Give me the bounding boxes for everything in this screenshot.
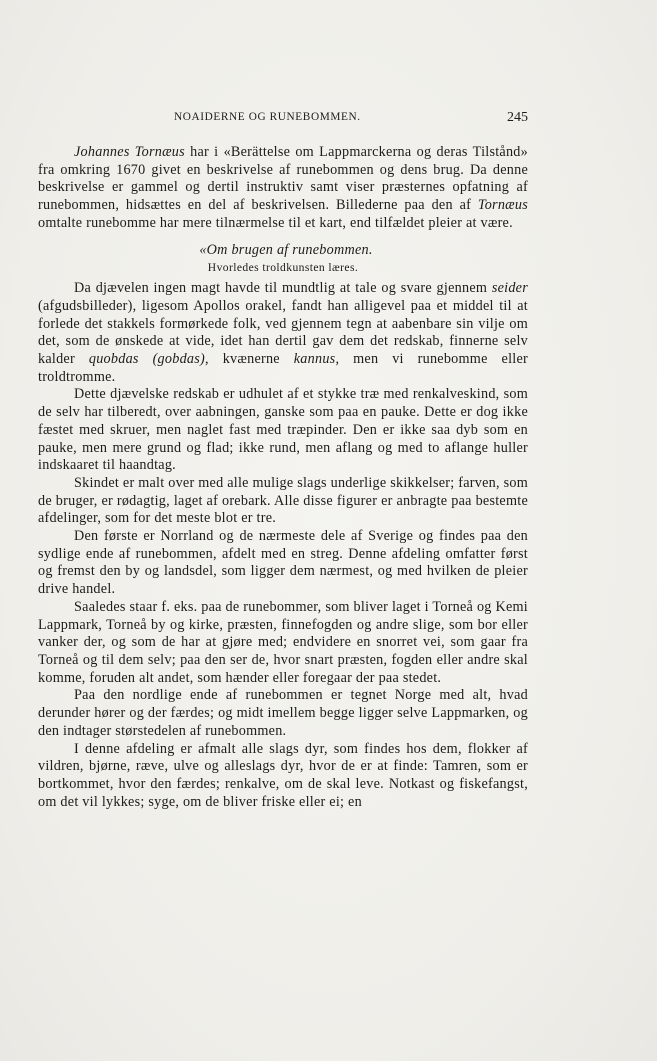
paragraph-text: , men vi runebomme eller troldtromme. bbox=[38, 351, 528, 385]
paragraph bbox=[38, 280, 528, 386]
section-heading-text: Om brugen af runebommen. bbox=[206, 241, 373, 258]
term-quobdas: quobdas (gobdas) bbox=[88, 351, 206, 368]
section-subheading: Hvorledes troldkunsten læres. bbox=[207, 261, 359, 275]
paragraph: Skindet er malt over med alle mulige slags underlige skikkelser; farven, som de bruger, er rødagtig, laget af orebark. Alle disse figurer er anbragte paa bestemte afdelinger, som for det meste blot er tre. bbox=[38, 474, 528, 527]
paragraph: Dette djævelske redskab er udhulet af et stykke træ med renkalveskind, som de selv har tilberedt, over aabningen, ganske som paa en pauke. Dette er dog ikke fæstet med skruer, men naglet fast med træpinder. Den er ikke saa dyb som en pauke, men mere grund og flad; ikke rund, men aflang og med to aflange huller indskaaret til haandtag. bbox=[38, 386, 528, 474]
intro-paragraph bbox=[38, 144, 528, 233]
paragraph: Saaledes staar f. eks. paa de runebommer, som bliver laget i Torneå og Kemi Lappmark, Torneå by og kirke, præsten, finnefogden og andre slige, som bor eller vanker der, og som de har at gjøre med; endvidere en snorret vei, som gaar fra Torneå og til dem selv; paa den ser de, hvor snart præsten, fogden eller andre skal komme, foruden alt andet, som hænder eller foregaar der paa stedet. bbox=[38, 598, 528, 686]
body-text bbox=[38, 144, 528, 811]
term-kannus: kannus bbox=[293, 351, 336, 368]
page-number: 245 bbox=[507, 110, 528, 125]
intro-text-2: omtalte runebomme har mere tilnærmelse til et kart, end tilfældet pleier at være. bbox=[38, 214, 513, 231]
running-title: NOAIDERNE OG RUNEBOMMEN. bbox=[174, 111, 361, 123]
paragraph-text: , kvænerne bbox=[205, 351, 294, 368]
paragraph-text: (afgudsbilleder), ligesom Apollos orakel, fandt han alligevel paa et middel til at forlede det stakkels formørkede folk, ved gjennem tegn at aabenbare sin vilje om det, som de ønskede at vide, idet han dertil gav dem det redskab, finnerne selv kalder bbox=[38, 297, 528, 368]
paragraph-text: Da djævelen ingen magt havde til mundtlig at tale og svare gjennem bbox=[74, 280, 492, 297]
running-head bbox=[38, 110, 528, 130]
quote-mark: « bbox=[199, 241, 207, 258]
paragraph: Paa den nordlige ende af runebommen er tegnet Norge med alt, hvad derunder hører og der færdes; og midt imellem begge ligger selve Lappmarken, og den indtager størstedelen af runebommen. bbox=[38, 687, 528, 739]
intro-text-1: har i «Berättelse om Lappmarckerna og deras Tilstånd» fra omkring 1670 givet en beskrivelse af runebommen og dens brug. Da denne beskrivelse er gammel og dertil instruktiv samt viser præsternes opfatning af runebommen, hidsættes en del af beskrivelsen. Billederne paa den af bbox=[38, 144, 528, 214]
author-name-2: Tornæus bbox=[477, 197, 528, 214]
author-name: Johannes Tornæus bbox=[74, 144, 185, 160]
paragraph: I denne afdeling er afmalt alle slags dyr, som findes hos dem, flokker af vildren, bjørne, ræve, ulve og alleslags dyr, hvor de er at finde: Tamren, som er bortkommet, hvor den færdes; renkalve, om de skal leve. Notkast og fiskefangst, om det vil lykkes; syge, om de bliver friske eller ei; en bbox=[38, 740, 528, 810]
paragraph: Den første er Norrland og de nærmeste dele af Sverige og findes paa den sydlige ende af runebommen, afdelt med en streg. Denne afdeling omfatter først og fremst den by og landsdel, som ligger dem nærmest, og med hvilken de pleier drive handel. bbox=[38, 528, 528, 598]
term-seider: seider bbox=[491, 280, 528, 297]
section-heading bbox=[38, 242, 528, 260]
spacer bbox=[38, 233, 528, 242]
